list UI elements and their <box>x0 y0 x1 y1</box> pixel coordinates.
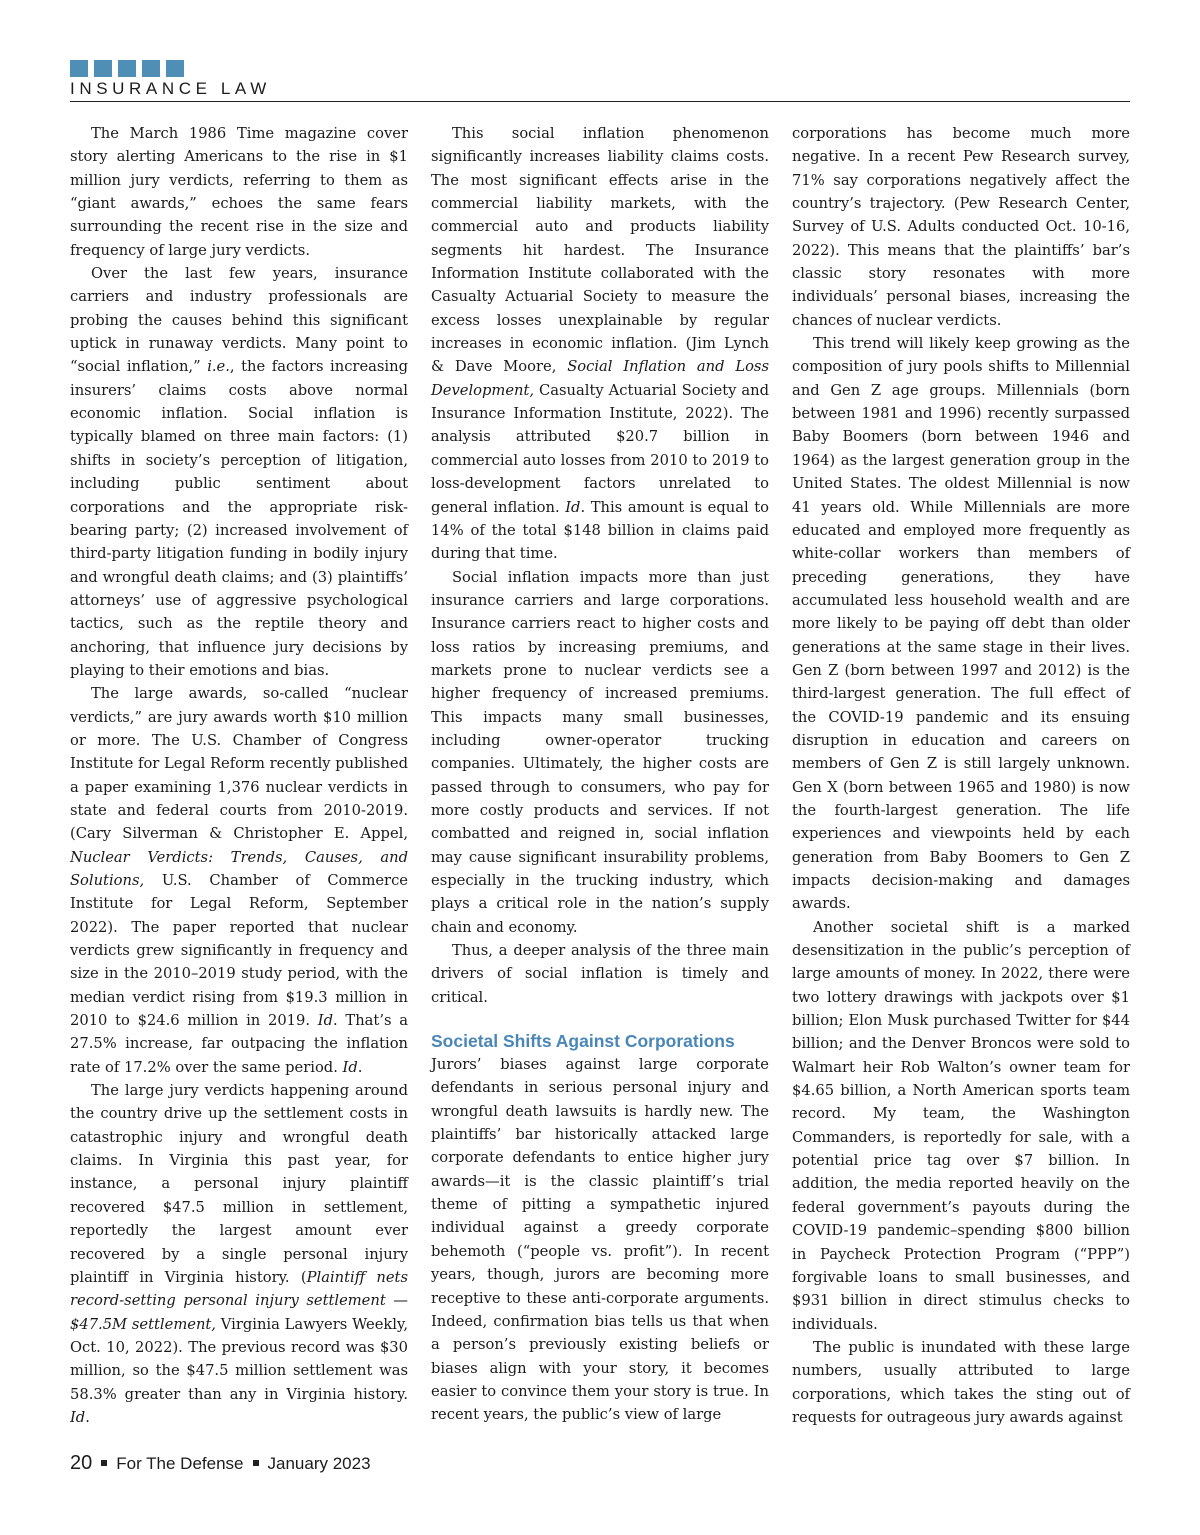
paragraph: corporations has become much more negative. In a recent Pew Research survey, 71% say corporations negatively affect the country’s trajectory. (Pew Research Center, Survey of U.S. Adults conducted Oct. 10-16, 2022). This means that the plaintiffs’ bar’s classic story resonates with more individuals’ personal biases, increasing the chances of nuclear verdicts. <box>792 125 1130 329</box>
page-number: 20 <box>70 1452 93 1474</box>
header-square <box>118 60 136 77</box>
paragraph: This social inflation phenomenon significantly increases liability claims costs. The most significant effects arise in the commercial liability markets, with the commercial auto and products liability segments hit hardest. The Insurance Information Institute collaborated with the Casualty Actuarial Society to measure the excess losses unexplainable by regular increases in economic inflation. (Jim Lynch & Dave Moore, Social Inflation and Loss Development, Casualty Actuarial Society and Insurance Information Institute, 2022). The analysis attributed $20.7 billion in commercial auto losses from 2010 to 2019 to loss-development factors unrelated to general inflation. Id. This amount is equal to 14% of the total $148 billion in claims paid during that time. <box>431 125 770 563</box>
paragraph: This trend will likely keep growing as the composition of jury pools shifts to Millennial and Gen Z age groups. Millennials (born between 1981 and 1996) recently surpassed Baby Boomers (born between 1946 and 1964) as the largest generation group in the United States. The oldest Millennial is now 41 years old. While Millennials are more educated and employed more frequently as white-collar workers than members of preceding generations, they have accumulated less household wealth and are more likely to be paying off debt than older generations at the same stage in their lives. Gen Z (born between 1997 and 2012) is the third-largest generation. The full effect of the COVID-19 pandemic and its ensuing disruption in education and careers on members of Gen Z is still largely unknown. Gen X (born between 1965 and 1980) is now the fourth-largest generation. The life experiences and viewpoints held by each generation from Baby Boomers to Gen Z impacts decision-making and damages awards. <box>792 335 1130 913</box>
column-2 <box>431 122 769 1427</box>
header-square <box>70 60 88 77</box>
header-squares-decoration <box>70 60 184 77</box>
bullet-separator <box>253 1460 259 1466</box>
paragraph: The large jury verdicts happening around the country drive up the settlement costs in catastrophic injury and wrongful death claims. In Virginia this past year, for instance, a personal injury plaintiff recovered $47.5 million in settlement, reportedly the largest amount ever recovered by a single personal injury plaintiff in Virginia history. (Plaintiff nets record-setting personal injury settlement — $47.5M settlement, Virginia Lawyers Weekly, Oct. 10, 2022). The previous record was $30 million, so the $47.5 million settlement was 58.3% greater than any in Virginia history. Id. <box>70 1082 408 1426</box>
section-heading: Societal Shifts Against Corporations <box>431 1031 735 1052</box>
paragraph: Social inflation impacts more than just insurance carriers and large corporations. Insurance carriers react to higher costs and loss ratios by increasing premiums, and markets prone to nuclear verdicts see a higher frequency of increased premiums. This impacts many small businesses, including owner-operator trucking companies. Ultimately, the higher costs are passed through to consumers, who pay for more costly products and services. If not combatted and reigned in, social inflation may cause significant insurability problems, especially in the trucking industry, which plays a critical role in the nation’s supply chain and economy. <box>431 568 769 936</box>
column-1 <box>70 122 408 1429</box>
paragraph: The March 1986 Time magazine cover story alerting Americans to the rise in $1 million jury verdicts, referring to them as “giant awards,” echoes the same fears surrounding the recent rise in the size and frequency of large jury verdicts. <box>70 125 408 259</box>
paragraph: Thus, a deeper analysis of the three main drivers of social inflation is timely and critical. <box>431 942 769 1006</box>
paragraph: Another societal shift is a marked desensitization in the public’s perception of large amounts of money. In 2022, there were two lottery drawings with jackpots over $1 billion; Elon Musk purchased Twitter for $44 billion; and the Denver Broncos were sold to Walmart heir Rob Walton’s owner team for $4.65 billion, a North American sports team record. My team, the Washington Commanders, is reportedly for sale, with a potential price tag over $7 billion. In addition, the media reported heavily on the federal government’s payouts during the COVID-19 pandemic–spending $800 billion in Paycheck Protection Program (“PPP”) forgivable loans to small businesses, and $931 billion in direct stimulus checks to individuals. <box>792 918 1130 1333</box>
paragraph: The public is inundated with these large numbers, usually attributed to large corporations, which takes the sting out of requests for outrageous jury awards against <box>792 1338 1130 1426</box>
section-label: INSURANCE LAW <box>70 79 271 98</box>
header-rule <box>70 101 1130 102</box>
page-footer <box>70 1452 371 1475</box>
header-square <box>142 60 160 77</box>
paragraph: Over the last few years, insurance carriers and industry professionals are probing the causes behind this significant uptick in runaway verdicts. Many point to “social inflation,” i.e., the factors increasing insurers’ claims costs above normal economic inflation. Social inflation is typically blamed on three main factors: (1) shifts in society’s perception of litigation, including public sentiment about corporations and the appropriate risk-bearing party; (2) increased involvement of third-party litigation funding in bodily injury and wrongful death claims; and (3) plaintiffs’ attorneys’ use of aggressive psychological tactics, such as the reptile theory and anchoring, that influence jury decisions by playing to their emotions and bias. <box>70 265 408 679</box>
bullet-separator <box>101 1460 107 1466</box>
header-square <box>166 60 184 77</box>
column-3 <box>792 122 1130 1429</box>
publication-title: For The Defense <box>116 1454 244 1473</box>
paragraph: Jurors’ biases against large corporate defendants in serious personal injury and wrongful death lawsuits is hardly new. The plaintiffs’ bar historically attacked large corporate defendants to entice higher jury awards—it is the classic plaintiff’s trial theme of pitting a sympathetic injured individual against a greedy corporate behemoth (“people vs. profit”). In recent years, though, jurors are becoming more receptive to these anti-corporate arguments. Indeed, confirmation bias tells us that when a person’s previously existing beliefs or biases align with your story, it becomes easier to convince them your story is true. In recent years, the public’s view of large <box>431 1056 769 1424</box>
header-square <box>94 60 112 77</box>
issue-date: January 2023 <box>267 1454 371 1473</box>
paragraph: The large awards, so-called “nuclear verdicts,” are jury awards worth $10 million or more. The U.S. Chamber of Congress Institute for Legal Reform recently published a paper examining 1,376 nuclear verdicts in state and federal courts from 2010-2019. (Cary Silverman & Christopher E. Appel, Nuclear Verdicts: Trends, Causes, and Solutions, U.S. Chamber of Commerce Institute for Legal Reform, September 2022). The paper reported that nuclear verdicts grew significantly in frequency and size in the 2010–2019 study period, with the median verdict rising from $19.3 million in 2010 to $24.6 million in 2019. Id. That’s a 27.5% increase, far outpacing the inflation rate of 17.2% over the same period. Id. <box>70 685 409 1076</box>
